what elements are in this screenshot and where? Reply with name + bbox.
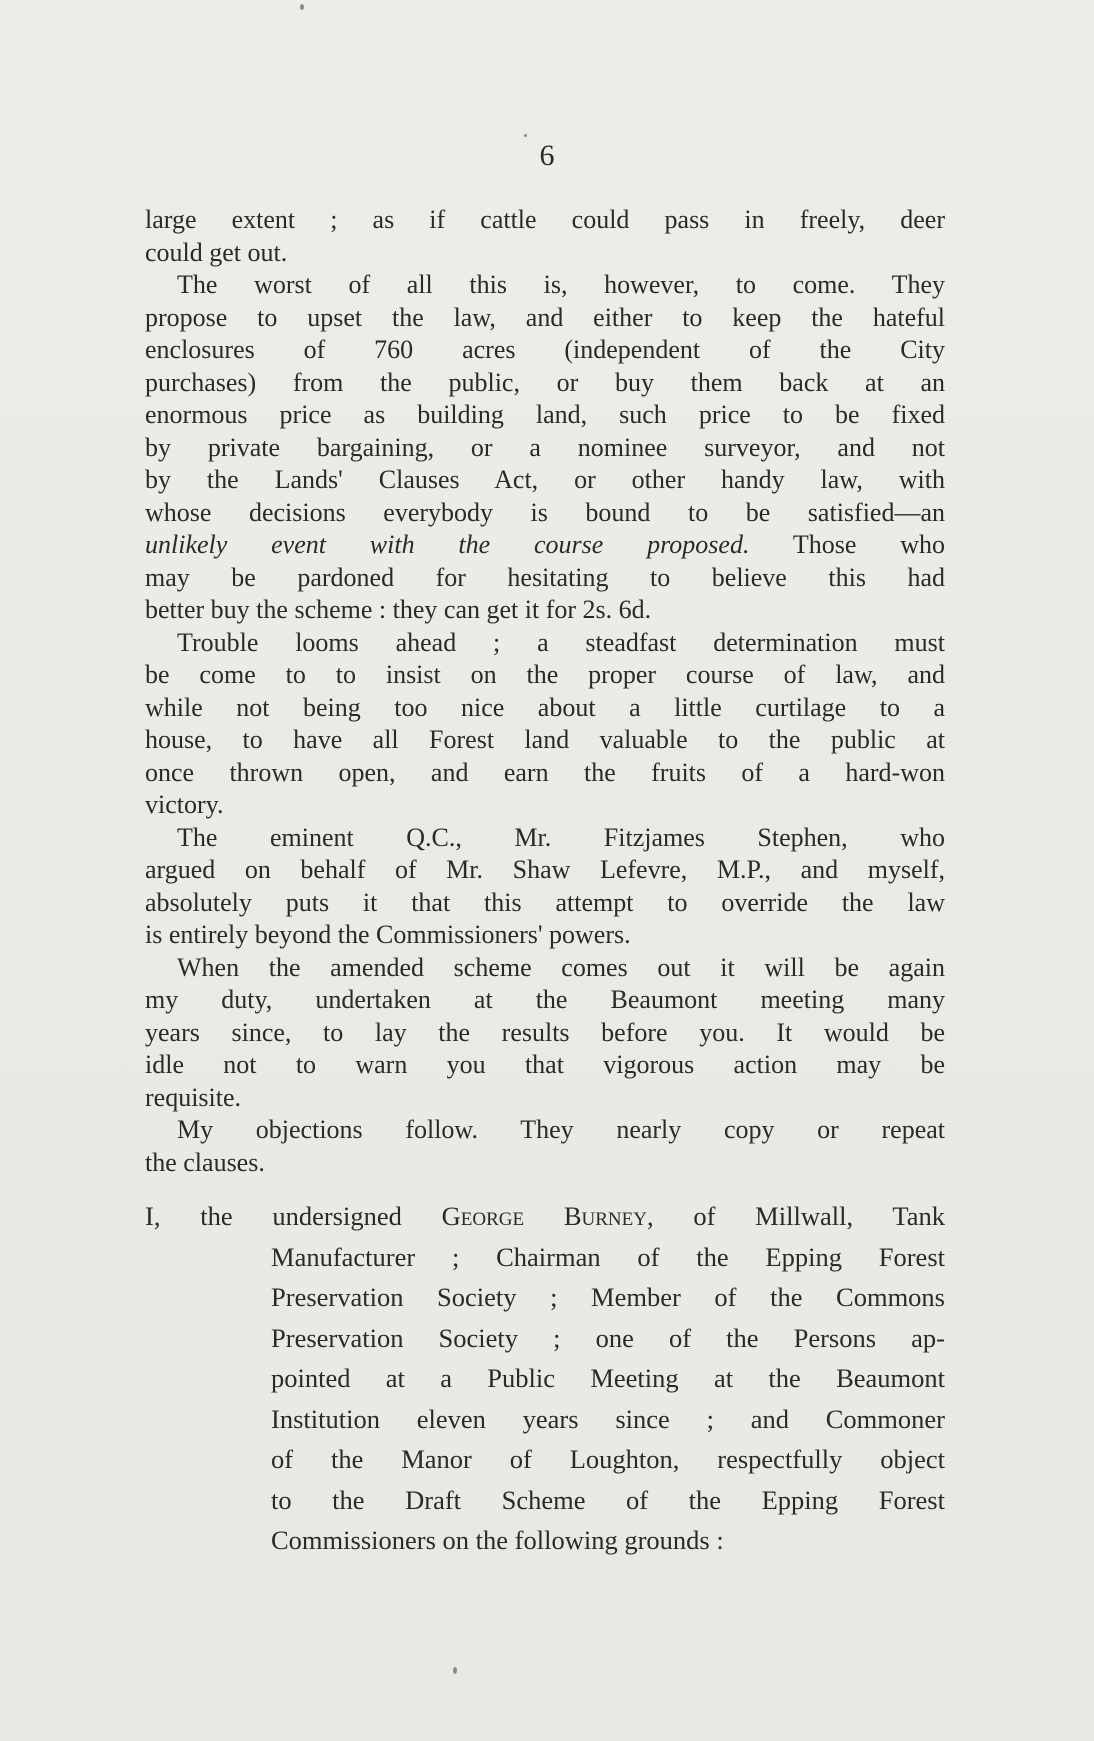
paper-speck xyxy=(524,134,527,137)
text-line: When the amended scheme comes out it will be again xyxy=(177,952,945,982)
text-fragment: I, the undersigned xyxy=(145,1201,442,1231)
text-line: The worst of all this is, however, to come. They xyxy=(177,270,945,299)
text-line: is entirely beyond the Commissioners' powers. xyxy=(145,920,631,949)
text-line: enormous price as building land, such price to be fixed xyxy=(145,400,945,429)
paragraph-6 xyxy=(145,1114,945,1179)
declaration xyxy=(145,1196,945,1561)
text-line: my duty, undertaken at the Beaumont meeting many xyxy=(145,985,945,1014)
declaration-line: Commissioners on the following grounds : xyxy=(271,1525,724,1555)
declaration-line: Manufacturer ; Chairman of the Epping Forest xyxy=(271,1241,945,1272)
declaration-line: Preservation Society ; one of the Persons ap- xyxy=(271,1322,945,1353)
text-line: victory. xyxy=(145,790,224,819)
declaration-line: Preservation Society ; Member of the Commons xyxy=(271,1282,945,1312)
text-line: The eminent Q.C., Mr. Fitzjames Stephen, who xyxy=(177,822,945,852)
text-line: whose decisions everybody is bound to be satisfied—an xyxy=(145,497,945,527)
declaration-line xyxy=(145,1196,945,1237)
text-line xyxy=(145,529,945,562)
declaration-line: pointed at a Public Meeting at the Beaumont xyxy=(271,1363,945,1393)
text-line: the clauses. xyxy=(145,1147,265,1177)
body-text xyxy=(145,204,945,1179)
page-number: 6 xyxy=(539,139,555,172)
text-line: by private bargaining, or a nominee surveyor, and not xyxy=(145,432,945,462)
paragraph-4 xyxy=(145,822,945,952)
text-line: be come to to insist on the proper course of law, and xyxy=(145,660,945,689)
text-line: may be pardoned for hesitating to believe this had xyxy=(145,562,945,592)
paragraph-1 xyxy=(145,204,945,269)
text-line: years since, to lay the results before you. It would be xyxy=(145,1017,945,1047)
declaration-line: Institution eleven years since ; and Commoner xyxy=(271,1403,945,1434)
paragraph-3 xyxy=(145,627,945,822)
text-line: idle not to warn you that vigorous action may be xyxy=(145,1050,945,1079)
declaration-line: of the Manor of Loughton, respectfully object xyxy=(271,1444,945,1474)
text-line: argued on behalf of Mr. Shaw Lefevre, M.P., and myself, xyxy=(145,855,945,884)
text-line: purchases) from the public, or buy them back at an xyxy=(145,367,945,397)
declaration-line: to the Draft Scheme of the Epping Forest xyxy=(271,1484,945,1515)
text-line: large extent ; as if cattle could pass in freely, deer xyxy=(145,205,945,234)
italic-text: unlikely event with the course proposed. xyxy=(145,530,750,559)
paper-speck xyxy=(300,4,304,10)
text-line: absolutely puts it that this attempt to override the law xyxy=(145,887,945,917)
text-line: once thrown open, and earn the fruits of a hard-won xyxy=(145,757,945,787)
text-line: by the Lands' Clauses Act, or other handy law, with xyxy=(145,465,945,494)
paper-speck xyxy=(453,1667,457,1674)
text-fragment: , of Millwall, Tank xyxy=(646,1201,945,1231)
paragraph-5 xyxy=(145,952,945,1115)
text-line: My objections follow. They nearly copy or repeat xyxy=(177,1115,945,1144)
text-line: requisite. xyxy=(145,1082,242,1112)
text-line: enclosures of 760 acres (independent of the City xyxy=(145,335,945,364)
text-line: propose to upset the law, and either to keep the hateful xyxy=(145,302,945,332)
paragraph-2 xyxy=(145,269,945,627)
text-line: while not being too nice about a little curtilage to a xyxy=(145,692,945,722)
signatory-name: George Burney xyxy=(441,1201,647,1231)
text-line: better buy the scheme : they can get it for 2s. 6d. xyxy=(145,595,652,624)
text-line: Trouble looms ahead ; a steadfast determination must xyxy=(177,627,945,657)
text-line: could get out. xyxy=(145,237,288,267)
text-line: house, to have all Forest land valuable to the public at xyxy=(145,725,945,754)
text-fragment: Those who xyxy=(749,530,945,559)
